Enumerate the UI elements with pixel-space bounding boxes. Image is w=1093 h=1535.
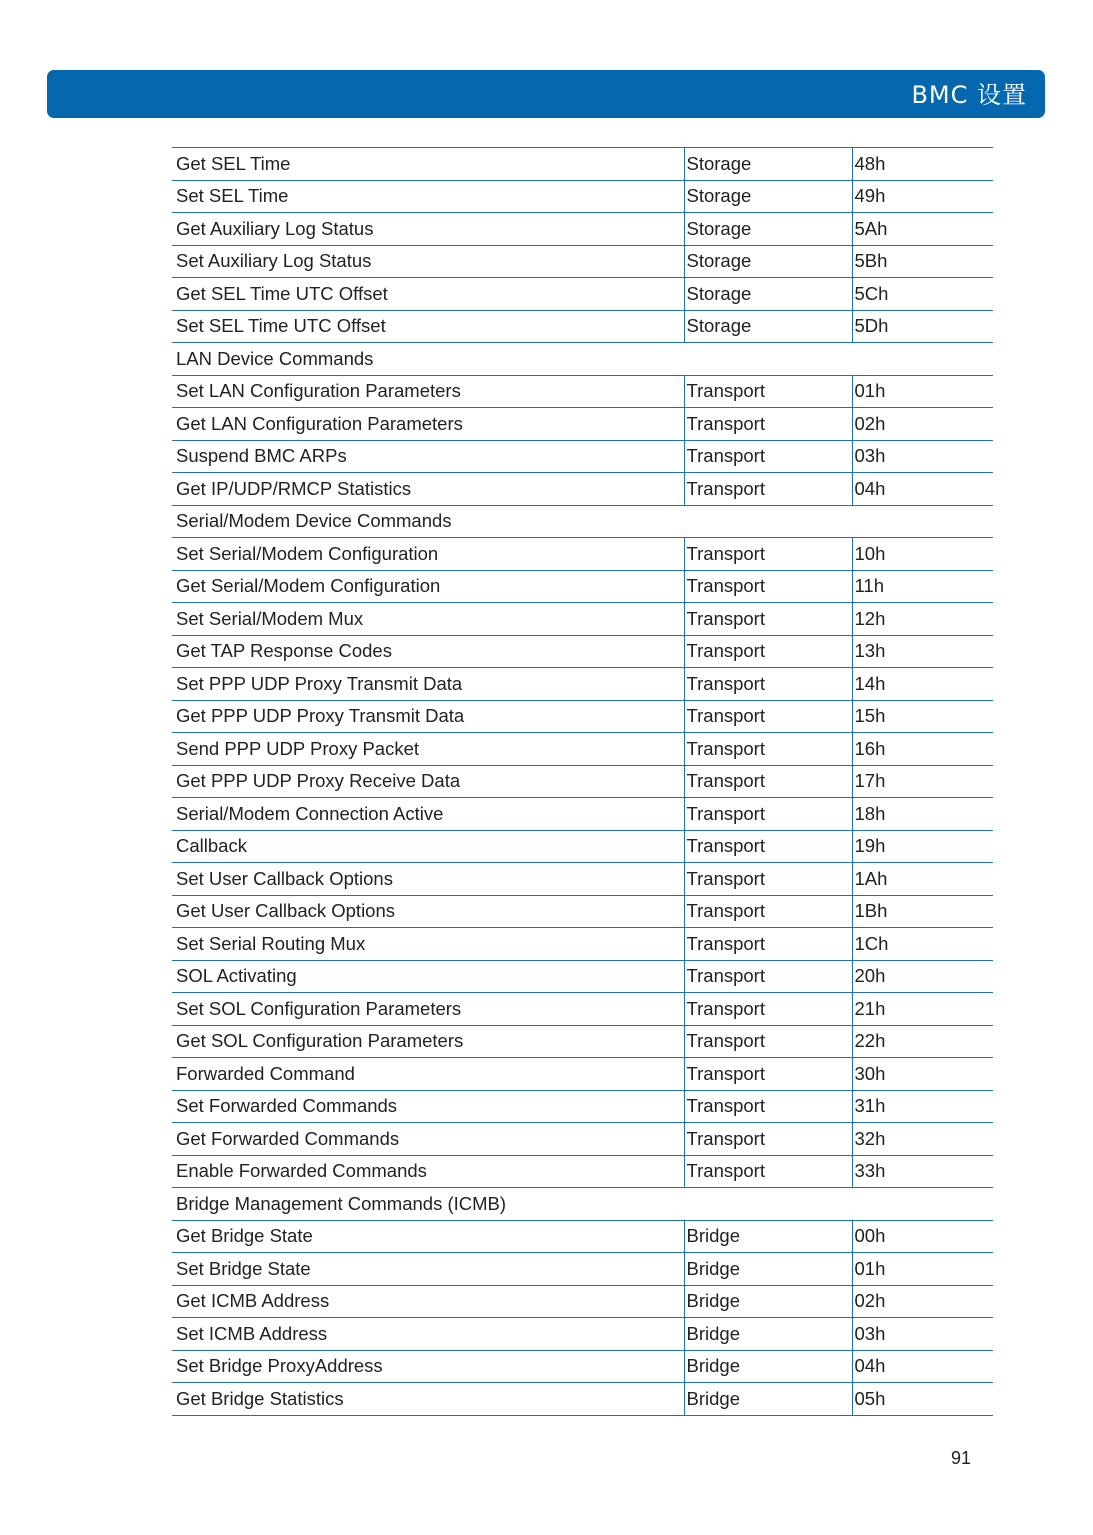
net-function-cell: Transport: [684, 635, 852, 668]
net-function-cell: Transport: [684, 1090, 852, 1123]
command-name-cell: Set SEL Time: [172, 180, 684, 213]
net-function-cell: Transport: [684, 798, 852, 831]
command-name-cell: Get Bridge State: [172, 1220, 684, 1253]
section-title: Bridge Management Commands (ICMB): [172, 1188, 993, 1221]
header-bar: [47, 70, 1045, 118]
command-code-cell: 5Ah: [852, 213, 993, 246]
command-name-cell: Set Bridge ProxyAddress: [172, 1350, 684, 1383]
table-row: [172, 278, 993, 311]
net-function-cell: Transport: [684, 408, 852, 441]
command-code-cell: 12h: [852, 603, 993, 636]
net-function-cell: Storage: [684, 310, 852, 343]
net-function-cell: Transport: [684, 993, 852, 1026]
net-function-cell: Storage: [684, 213, 852, 246]
command-name-cell: Get PPP UDP Proxy Receive Data: [172, 765, 684, 798]
command-code-cell: 21h: [852, 993, 993, 1026]
table-row: [172, 895, 993, 928]
command-code-cell: 1Bh: [852, 895, 993, 928]
command-code-cell: 13h: [852, 635, 993, 668]
command-name-cell: Set SOL Configuration Parameters: [172, 993, 684, 1026]
table-row: [172, 668, 993, 701]
table-row: [172, 1025, 993, 1058]
command-code-cell: 17h: [852, 765, 993, 798]
command-name-cell: Set LAN Configuration Parameters: [172, 375, 684, 408]
command-code-cell: 20h: [852, 960, 993, 993]
net-function-cell: Transport: [684, 570, 852, 603]
net-function-cell: Transport: [684, 603, 852, 636]
command-name-cell: Callback: [172, 830, 684, 863]
command-name-cell: Get Forwarded Commands: [172, 1123, 684, 1156]
command-name-cell: Set Auxiliary Log Status: [172, 245, 684, 278]
net-function-cell: Bridge: [684, 1285, 852, 1318]
table-row: [172, 765, 993, 798]
command-code-cell: 19h: [852, 830, 993, 863]
command-name-cell: Get User Callback Options: [172, 895, 684, 928]
table-row: [172, 538, 993, 571]
command-table-body: [172, 148, 993, 1416]
table-row: [172, 733, 993, 766]
table-row: [172, 993, 993, 1026]
command-name-cell: Get SOL Configuration Parameters: [172, 1025, 684, 1058]
table-row: [172, 375, 993, 408]
command-name-cell: Get Serial/Modem Configuration: [172, 570, 684, 603]
command-name-cell: Get PPP UDP Proxy Transmit Data: [172, 700, 684, 733]
net-function-cell: Bridge: [684, 1383, 852, 1416]
command-code-cell: 04h: [852, 1350, 993, 1383]
table-row: [172, 1318, 993, 1351]
net-function-cell: Bridge: [684, 1253, 852, 1286]
table-row: [172, 148, 993, 181]
net-function-cell: Transport: [684, 1025, 852, 1058]
net-function-cell: Transport: [684, 473, 852, 506]
command-name-cell: Set Serial Routing Mux: [172, 928, 684, 961]
table-row: [172, 700, 993, 733]
command-code-cell: 02h: [852, 408, 993, 441]
command-code-cell: 10h: [852, 538, 993, 571]
command-name-cell: Suspend BMC ARPs: [172, 440, 684, 473]
command-code-cell: 01h: [852, 1253, 993, 1286]
net-function-cell: Transport: [684, 765, 852, 798]
table-row: [172, 473, 993, 506]
command-name-cell: Get Bridge Statistics: [172, 1383, 684, 1416]
table-row: [172, 408, 993, 441]
net-function-cell: Transport: [684, 668, 852, 701]
command-code-cell: 15h: [852, 700, 993, 733]
command-code-cell: 18h: [852, 798, 993, 831]
command-name-cell: Send PPP UDP Proxy Packet: [172, 733, 684, 766]
command-code-cell: 16h: [852, 733, 993, 766]
table-row: [172, 1155, 993, 1188]
net-function-cell: Bridge: [684, 1350, 852, 1383]
page-number: 91: [951, 1448, 972, 1468]
net-function-cell: Transport: [684, 538, 852, 571]
command-name-cell: Serial/Modem Connection Active: [172, 798, 684, 831]
net-function-cell: Transport: [684, 375, 852, 408]
net-function-cell: Bridge: [684, 1220, 852, 1253]
command-name-cell: Set Bridge State: [172, 1253, 684, 1286]
net-function-cell: Storage: [684, 148, 852, 181]
table-row: [172, 603, 993, 636]
command-name-cell: Get SEL Time: [172, 148, 684, 181]
table-row: [172, 440, 993, 473]
table-row: [172, 570, 993, 603]
command-name-cell: Set User Callback Options: [172, 863, 684, 896]
net-function-cell: Transport: [684, 960, 852, 993]
section-title: Serial/Modem Device Commands: [172, 505, 993, 538]
net-function-cell: Transport: [684, 928, 852, 961]
table-row: [172, 830, 993, 863]
net-function-cell: Transport: [684, 440, 852, 473]
table-row: [172, 1220, 993, 1253]
command-code-cell: 01h: [852, 375, 993, 408]
command-code-cell: 48h: [852, 148, 993, 181]
command-code-cell: 14h: [852, 668, 993, 701]
command-name-cell: Set SEL Time UTC Offset: [172, 310, 684, 343]
command-name-cell: Forwarded Command: [172, 1058, 684, 1091]
net-function-cell: Storage: [684, 245, 852, 278]
page-title: BMC 设置: [911, 81, 1027, 109]
net-function-cell: Transport: [684, 700, 852, 733]
command-name-cell: Get Auxiliary Log Status: [172, 213, 684, 246]
net-function-cell: Transport: [684, 1058, 852, 1091]
table-row: [172, 635, 993, 668]
command-name-cell: Get ICMB Address: [172, 1285, 684, 1318]
command-code-cell: 11h: [852, 570, 993, 603]
command-code-cell: 22h: [852, 1025, 993, 1058]
command-code-cell: 03h: [852, 440, 993, 473]
section-header-row: [172, 505, 993, 538]
command-code-cell: 03h: [852, 1318, 993, 1351]
table-row: [172, 1123, 993, 1156]
table-row: [172, 960, 993, 993]
table-row: [172, 1058, 993, 1091]
command-code-cell: 31h: [852, 1090, 993, 1123]
net-function-cell: Transport: [684, 1123, 852, 1156]
command-name-cell: SOL Activating: [172, 960, 684, 993]
command-name-cell: Enable Forwarded Commands: [172, 1155, 684, 1188]
command-name-cell: Set Serial/Modem Configuration: [172, 538, 684, 571]
command-code-cell: 04h: [852, 473, 993, 506]
table-row: [172, 1253, 993, 1286]
table-row: [172, 180, 993, 213]
net-function-cell: Transport: [684, 863, 852, 896]
table-row: [172, 1350, 993, 1383]
command-code-cell: 33h: [852, 1155, 993, 1188]
command-code-cell: 32h: [852, 1123, 993, 1156]
net-function-cell: Transport: [684, 1155, 852, 1188]
net-function-cell: Bridge: [684, 1318, 852, 1351]
command-code-cell: 02h: [852, 1285, 993, 1318]
command-code-cell: 1Ch: [852, 928, 993, 961]
command-code-cell: 05h: [852, 1383, 993, 1416]
command-name-cell: Set Forwarded Commands: [172, 1090, 684, 1123]
command-name-cell: Get TAP Response Codes: [172, 635, 684, 668]
net-function-cell: Storage: [684, 180, 852, 213]
command-table: [172, 147, 993, 1416]
command-code-cell: 1Ah: [852, 863, 993, 896]
table-row: [172, 213, 993, 246]
table-row: [172, 928, 993, 961]
net-function-cell: Storage: [684, 278, 852, 311]
command-code-cell: 49h: [852, 180, 993, 213]
command-code-cell: 30h: [852, 1058, 993, 1091]
table-row: [172, 1285, 993, 1318]
section-header-row: [172, 1188, 993, 1221]
net-function-cell: Transport: [684, 733, 852, 766]
command-name-cell: Get LAN Configuration Parameters: [172, 408, 684, 441]
command-code-cell: 00h: [852, 1220, 993, 1253]
command-name-cell: Set PPP UDP Proxy Transmit Data: [172, 668, 684, 701]
section-header-row: [172, 343, 993, 376]
command-name-cell: Set Serial/Modem Mux: [172, 603, 684, 636]
command-name-cell: Get IP/UDP/RMCP Statistics: [172, 473, 684, 506]
command-code-cell: 5Bh: [852, 245, 993, 278]
command-code-cell: 5Dh: [852, 310, 993, 343]
table-row: [172, 1383, 993, 1416]
section-title: LAN Device Commands: [172, 343, 993, 376]
net-function-cell: Transport: [684, 830, 852, 863]
table-row: [172, 245, 993, 278]
table-row: [172, 310, 993, 343]
table-row: [172, 798, 993, 831]
net-function-cell: Transport: [684, 895, 852, 928]
table-row: [172, 1090, 993, 1123]
command-name-cell: Set ICMB Address: [172, 1318, 684, 1351]
command-code-cell: 5Ch: [852, 278, 993, 311]
command-name-cell: Get SEL Time UTC Offset: [172, 278, 684, 311]
table-row: [172, 863, 993, 896]
